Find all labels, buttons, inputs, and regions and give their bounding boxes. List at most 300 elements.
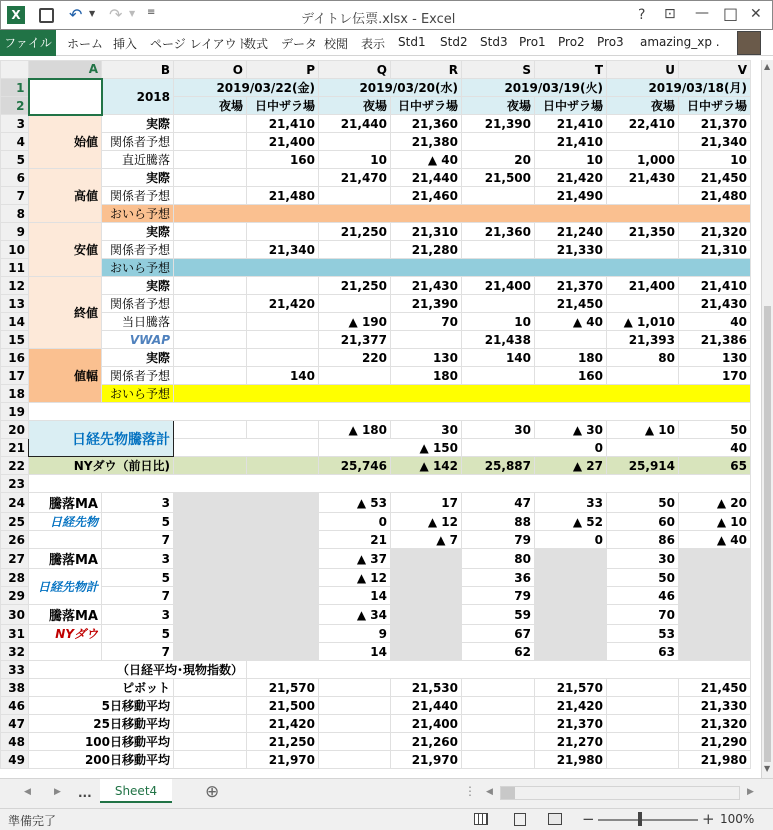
cell[interactable]: 21,480	[679, 187, 751, 205]
tab-review[interactable]: 校閲	[324, 37, 349, 51]
cell[interactable]	[535, 569, 607, 587]
row-header[interactable]: 18	[1, 385, 29, 403]
date-header-4[interactable]: 2019/03/18(月)	[607, 79, 751, 97]
cell[interactable]	[319, 697, 391, 715]
cell[interactable]: 0	[319, 513, 391, 531]
cell[interactable]: ▲ 150	[319, 439, 462, 457]
tab-scroll-right-icon[interactable]: ▶	[54, 787, 61, 797]
cell[interactable]	[319, 241, 391, 259]
cell[interactable]: 63	[607, 643, 679, 661]
cell[interactable]	[462, 733, 535, 751]
label-insider[interactable]: 関係者予想	[102, 187, 174, 205]
cell[interactable]	[247, 625, 319, 643]
col-header-p[interactable]: P	[247, 61, 319, 79]
cell[interactable]: 21,438	[462, 331, 535, 349]
ma5-label[interactable]: 5日移動平均	[29, 697, 174, 715]
zoom-slider-track[interactable]	[598, 819, 698, 821]
cell[interactable]: 21,360	[391, 115, 462, 133]
tab-std1[interactable]: Std1	[398, 35, 426, 49]
ma-period[interactable]: 5	[102, 513, 174, 531]
cell[interactable]	[174, 513, 247, 531]
col-header-b[interactable]: B	[102, 61, 174, 79]
cell[interactable]	[174, 187, 247, 205]
cell[interactable]: 67	[462, 625, 535, 643]
cell[interactable]	[391, 549, 462, 569]
session-day[interactable]: 日中ザラ場	[391, 97, 462, 115]
cell[interactable]: 70	[391, 313, 462, 331]
ma-subtitle[interactable]: 日経先物計	[29, 569, 102, 605]
user-account[interactable]: amazing_xp .	[640, 35, 720, 49]
cell[interactable]	[174, 151, 247, 169]
row-header[interactable]: 16	[1, 349, 29, 367]
cell[interactable]: 21,460	[391, 187, 462, 205]
cell[interactable]: ▲ 1,010	[607, 313, 679, 331]
cell[interactable]	[679, 587, 751, 605]
minimize-button[interactable]: —	[695, 5, 709, 21]
row-header[interactable]: 26	[1, 531, 29, 549]
cell[interactable]	[174, 313, 247, 331]
cell[interactable]: 21,270	[535, 733, 607, 751]
worksheet-grid[interactable]	[0, 60, 761, 778]
col-header-u[interactable]: U	[607, 61, 679, 79]
nikkei-futures-total-label[interactable]: 日経先物騰落計	[29, 421, 174, 457]
cell[interactable]: ▲ 190	[319, 313, 391, 331]
cell[interactable]	[174, 549, 247, 569]
cell[interactable]: 21,377	[319, 331, 391, 349]
cell[interactable]	[247, 223, 319, 241]
ma-title[interactable]: 騰落MA	[29, 493, 102, 513]
cell[interactable]: 21,570	[247, 679, 319, 697]
cell[interactable]: 10	[535, 151, 607, 169]
label-vwap[interactable]: VWAP	[102, 331, 174, 349]
cell[interactable]: 21,410	[535, 115, 607, 133]
row-header[interactable]: 17	[1, 367, 29, 385]
vertical-scrollbar[interactable]	[761, 60, 773, 778]
cell[interactable]	[174, 587, 247, 605]
cell[interactable]	[679, 605, 751, 625]
cell[interactable]: 21,980	[535, 751, 607, 769]
cell[interactable]: ▲ 53	[319, 493, 391, 513]
undo-dropdown-icon[interactable]: ▼	[89, 9, 96, 18]
cell[interactable]: 21,440	[319, 115, 391, 133]
cell[interactable]: 10	[679, 151, 751, 169]
cell[interactable]: 22,410	[607, 115, 679, 133]
cell[interactable]	[174, 733, 247, 751]
cell[interactable]: 160	[247, 151, 319, 169]
redo-dropdown-icon[interactable]: ▼	[129, 9, 136, 18]
row-header[interactable]: 1	[1, 79, 29, 97]
cell[interactable]: 21,470	[319, 169, 391, 187]
cell[interactable]: 50	[607, 569, 679, 587]
cell[interactable]: 21,320	[679, 715, 751, 733]
row-header[interactable]: 7	[1, 187, 29, 205]
cell[interactable]	[174, 643, 247, 661]
row-header[interactable]: 2	[1, 97, 29, 115]
label-insider[interactable]: 関係者予想	[102, 133, 174, 151]
ma-period[interactable]: 3	[102, 549, 174, 569]
row-header[interactable]: 49	[1, 751, 29, 769]
cell[interactable]	[535, 549, 607, 569]
cell[interactable]	[462, 367, 535, 385]
col-header-t[interactable]: T	[535, 61, 607, 79]
cell[interactable]: 21,530	[391, 679, 462, 697]
cell[interactable]: 9	[319, 625, 391, 643]
scroll-thumb[interactable]	[764, 306, 771, 762]
maximize-button[interactable]: □	[723, 4, 739, 23]
ribbon-display-button[interactable]: ⊡	[664, 6, 676, 22]
row-header[interactable]: 21	[1, 439, 29, 457]
tab-pro3[interactable]: Pro3	[597, 35, 624, 49]
tab-std2[interactable]: Std2	[440, 35, 468, 49]
ma-period[interactable]: 5	[102, 569, 174, 587]
cell[interactable]	[319, 133, 391, 151]
cell[interactable]	[247, 493, 319, 513]
cell[interactable]: 53	[607, 625, 679, 643]
cell[interactable]: 21,320	[679, 223, 751, 241]
hscroll-right-icon[interactable]: ▶	[747, 787, 754, 797]
close-button[interactable]: ✕	[750, 6, 762, 22]
cell[interactable]	[319, 679, 391, 697]
cell[interactable]: 30	[391, 421, 462, 439]
category-high[interactable]: 高値	[29, 169, 102, 223]
category-range[interactable]: 値幅	[29, 349, 102, 403]
col-header-o[interactable]: O	[174, 61, 247, 79]
category-low[interactable]: 安値	[29, 223, 102, 277]
cell[interactable]: 21,430	[391, 277, 462, 295]
cell[interactable]: 21,970	[247, 751, 319, 769]
cell[interactable]: 20	[462, 151, 535, 169]
cell[interactable]	[247, 531, 319, 549]
cell[interactable]: 21,250	[319, 277, 391, 295]
cell[interactable]: 21,980	[679, 751, 751, 769]
row-header[interactable]: 19	[1, 403, 29, 421]
cell[interactable]: 21,570	[535, 679, 607, 697]
session-day[interactable]: 日中ザラ場	[535, 97, 607, 115]
session-night[interactable]: 夜場	[174, 97, 247, 115]
label-actual[interactable]: 実際	[102, 169, 174, 187]
cell[interactable]	[247, 277, 319, 295]
cell[interactable]: 0	[462, 439, 607, 457]
label-actual[interactable]: 実際	[102, 223, 174, 241]
cell[interactable]: ▲ 37	[319, 549, 391, 569]
cell[interactable]: ▲ 7	[391, 531, 462, 549]
row-header[interactable]: 14	[1, 313, 29, 331]
ma-period[interactable]: 7	[102, 531, 174, 549]
cell[interactable]: 21,240	[535, 223, 607, 241]
cell[interactable]	[174, 367, 247, 385]
empty-row[interactable]	[29, 475, 751, 493]
cell[interactable]: 47	[462, 493, 535, 513]
tab-home[interactable]: ホーム	[67, 37, 104, 51]
tab-insert[interactable]: 挿入	[113, 37, 138, 51]
cell[interactable]	[391, 625, 462, 643]
col-header-v[interactable]: V	[679, 61, 751, 79]
cell[interactable]: 10	[462, 313, 535, 331]
cell[interactable]: 21,410	[679, 277, 751, 295]
scroll-down-arrow-icon[interactable]: ▼	[764, 764, 771, 773]
cell[interactable]: 21,340	[247, 241, 319, 259]
empty-row[interactable]	[29, 403, 751, 421]
ny-dow-label[interactable]: NYダウ（前日比)	[29, 457, 174, 475]
cell[interactable]: 21,450	[535, 295, 607, 313]
cell[interactable]: 21,290	[679, 733, 751, 751]
row-header[interactable]: 24	[1, 493, 29, 513]
cell[interactable]: 21,400	[391, 715, 462, 733]
tab-view[interactable]: 表示	[361, 37, 386, 51]
row-header[interactable]: 10	[1, 241, 29, 259]
cell[interactable]	[29, 531, 102, 549]
cell[interactable]	[391, 331, 462, 349]
tab-split-handle-icon[interactable]: ⋮	[464, 784, 476, 798]
customize-qat-icon[interactable]: ≡	[147, 7, 156, 18]
cell[interactable]: 80	[607, 349, 679, 367]
label-my-forecast[interactable]: おいら予想	[102, 385, 174, 403]
cell[interactable]: 21,500	[247, 697, 319, 715]
user-avatar[interactable]	[737, 31, 761, 55]
cell[interactable]: 21,390	[391, 295, 462, 313]
cell[interactable]: ▲ 12	[319, 569, 391, 587]
cell[interactable]	[247, 605, 319, 625]
cell[interactable]	[174, 531, 247, 549]
date-header-3[interactable]: 2019/03/19(火)	[462, 79, 607, 97]
cell[interactable]: 36	[462, 569, 535, 587]
cell[interactable]: 21,480	[247, 187, 319, 205]
cell[interactable]: 21,430	[679, 295, 751, 313]
ma-period[interactable]: 5	[102, 625, 174, 643]
cell[interactable]	[174, 241, 247, 259]
cell[interactable]	[174, 569, 247, 587]
label-insider[interactable]: 関係者予想	[102, 367, 174, 385]
scroll-up-arrow-icon[interactable]: ▲	[764, 62, 771, 71]
row-header[interactable]: 28	[1, 569, 29, 587]
zoom-in-button[interactable]: +	[702, 810, 715, 828]
row-header[interactable]: 38	[1, 679, 29, 697]
sheet-tab-sheet4[interactable]: Sheet4	[100, 779, 172, 803]
cell[interactable]	[174, 697, 247, 715]
ma-title[interactable]: 騰落MA	[29, 549, 102, 569]
label-actual[interactable]: 実際	[102, 277, 174, 295]
cell[interactable]	[174, 439, 319, 457]
tab-page-layout[interactable]: ページ レイアウト	[150, 37, 249, 51]
row-header[interactable]: 9	[1, 223, 29, 241]
cell[interactable]	[462, 751, 535, 769]
cell[interactable]	[174, 169, 247, 187]
cell[interactable]	[174, 715, 247, 733]
cell[interactable]	[607, 367, 679, 385]
cell[interactable]: 21,386	[679, 331, 751, 349]
hscroll-left-icon[interactable]: ◀	[486, 787, 493, 797]
cell[interactable]: 21,410	[247, 115, 319, 133]
cell[interactable]: 21	[319, 531, 391, 549]
row-header[interactable]: 3	[1, 115, 29, 133]
col-header-q[interactable]: Q	[319, 61, 391, 79]
cell[interactable]	[174, 751, 247, 769]
cell[interactable]: 79	[462, 531, 535, 549]
zoom-slider-thumb[interactable]	[638, 812, 642, 826]
cell[interactable]: 21,490	[535, 187, 607, 205]
cell[interactable]	[174, 295, 247, 313]
cell[interactable]	[462, 679, 535, 697]
cell[interactable]: 21,350	[607, 223, 679, 241]
row-header[interactable]: 20	[1, 421, 29, 439]
cell[interactable]: 21,250	[247, 733, 319, 751]
ma100-label[interactable]: 100日移動平均	[29, 733, 174, 751]
row-header[interactable]: 22	[1, 457, 29, 475]
cell[interactable]: 140	[462, 349, 535, 367]
cell[interactable]	[607, 751, 679, 769]
cell[interactable]: 21,330	[679, 697, 751, 715]
cell[interactable]: 0	[535, 531, 607, 549]
cell[interactable]: 10	[319, 151, 391, 169]
cell[interactable]: 21,410	[535, 133, 607, 151]
cell[interactable]: ▲ 10	[607, 421, 679, 439]
cell[interactable]: 170	[679, 367, 751, 385]
row-header[interactable]: 15	[1, 331, 29, 349]
forecast-band[interactable]	[174, 259, 751, 277]
cell[interactable]: 21,330	[535, 241, 607, 259]
redo-icon[interactable]: ↷	[109, 5, 123, 24]
cell[interactable]: 160	[535, 367, 607, 385]
row-header[interactable]: 47	[1, 715, 29, 733]
cell[interactable]: 79	[462, 587, 535, 605]
cell[interactable]: 220	[319, 349, 391, 367]
cell[interactable]: 21,400	[462, 277, 535, 295]
label-actual[interactable]: 実際	[102, 115, 174, 133]
cell[interactable]: 14	[319, 587, 391, 605]
cell[interactable]	[391, 643, 462, 661]
cell[interactable]	[247, 513, 319, 531]
hscroll-thumb[interactable]	[501, 787, 515, 799]
cell[interactable]: 21,400	[607, 277, 679, 295]
cell[interactable]: ▲ 180	[319, 421, 391, 439]
cell[interactable]: 21,400	[247, 133, 319, 151]
cell[interactable]: 62	[462, 643, 535, 661]
cell[interactable]: 88	[462, 513, 535, 531]
page-break-view-icon[interactable]	[548, 813, 562, 825]
session-night[interactable]: 夜場	[462, 97, 535, 115]
cell[interactable]: 21,430	[607, 169, 679, 187]
cell[interactable]	[391, 569, 462, 587]
ma-period[interactable]: 7	[102, 643, 174, 661]
horizontal-scrollbar[interactable]	[500, 786, 740, 800]
cell[interactable]: 21,370	[535, 277, 607, 295]
cell[interactable]	[174, 605, 247, 625]
cell[interactable]: ▲ 10	[679, 513, 751, 531]
cell[interactable]	[247, 661, 751, 679]
cell[interactable]: 80	[462, 549, 535, 569]
cell[interactable]	[174, 457, 247, 475]
cell[interactable]: 21,440	[391, 169, 462, 187]
cell[interactable]: 1,000	[607, 151, 679, 169]
cell[interactable]	[247, 643, 319, 661]
cell[interactable]: ▲ 52	[535, 513, 607, 531]
cell[interactable]	[679, 625, 751, 643]
cell[interactable]: 21,450	[679, 679, 751, 697]
cell[interactable]: 50	[679, 421, 751, 439]
cell[interactable]: 21,380	[391, 133, 462, 151]
col-header-a[interactable]: A	[29, 61, 102, 79]
forecast-band[interactable]	[174, 205, 751, 223]
tab-scroll-left-icon[interactable]: ◀	[24, 787, 31, 797]
cell[interactable]: 65	[679, 457, 751, 475]
tab-std3[interactable]: Std3	[480, 35, 508, 49]
cell[interactable]	[462, 241, 535, 259]
cell[interactable]	[174, 133, 247, 151]
cell[interactable]	[535, 643, 607, 661]
cell[interactable]: ▲ 40	[535, 313, 607, 331]
cell[interactable]: 21,500	[462, 169, 535, 187]
ma-period[interactable]: 3	[102, 605, 174, 625]
row-header[interactable]: 48	[1, 733, 29, 751]
cell[interactable]	[319, 751, 391, 769]
help-button[interactable]: ?	[638, 7, 646, 23]
row-header[interactable]: 33	[1, 661, 29, 679]
row-header[interactable]: 12	[1, 277, 29, 295]
cell[interactable]	[247, 421, 319, 439]
row-header[interactable]: 25	[1, 513, 29, 531]
session-day[interactable]: 日中ザラ場	[679, 97, 751, 115]
cell[interactable]: 60	[607, 513, 679, 531]
category-open[interactable]: 始値	[29, 115, 102, 169]
cell[interactable]	[247, 169, 319, 187]
cell[interactable]: 59	[462, 605, 535, 625]
cell[interactable]: 21,440	[391, 697, 462, 715]
cell[interactable]	[247, 457, 319, 475]
cell[interactable]: 180	[535, 349, 607, 367]
cell[interactable]	[607, 295, 679, 313]
cell[interactable]: 21,340	[679, 133, 751, 151]
cell[interactable]	[174, 625, 247, 643]
row-header[interactable]: 32	[1, 643, 29, 661]
cell[interactable]	[679, 549, 751, 569]
cell[interactable]: 40	[679, 313, 751, 331]
ma-subtitle[interactable]: NYダウ	[29, 625, 102, 643]
session-day[interactable]: 日中ザラ場	[247, 97, 319, 115]
cell[interactable]: 180	[391, 367, 462, 385]
cell[interactable]: 21,250	[319, 223, 391, 241]
cell[interactable]: ▲ 34	[319, 605, 391, 625]
cell[interactable]: 21,450	[679, 169, 751, 187]
select-all-corner[interactable]	[1, 61, 29, 79]
tab-file[interactable]: ファイル	[0, 30, 56, 56]
row-header[interactable]: 11	[1, 259, 29, 277]
cell[interactable]: 140	[247, 367, 319, 385]
cell[interactable]	[607, 241, 679, 259]
cell[interactable]: 21,310	[679, 241, 751, 259]
tab-ellipsis[interactable]: ...	[78, 786, 92, 800]
cell[interactable]	[462, 715, 535, 733]
category-close[interactable]: 終値	[29, 277, 102, 349]
cell[interactable]	[535, 331, 607, 349]
cell[interactable]: 21,370	[535, 715, 607, 733]
tab-formulas[interactable]: 数式	[244, 37, 269, 51]
cell[interactable]	[174, 115, 247, 133]
cell[interactable]	[462, 697, 535, 715]
row-header[interactable]: 4	[1, 133, 29, 151]
cell[interactable]: 21,360	[462, 223, 535, 241]
cell[interactable]: 21,370	[679, 115, 751, 133]
cell[interactable]: 14	[319, 643, 391, 661]
page-layout-view-icon[interactable]	[514, 813, 526, 826]
row-header[interactable]: 29	[1, 587, 29, 605]
col-header-s[interactable]: S	[462, 61, 535, 79]
save-icon[interactable]	[39, 8, 54, 23]
row-header[interactable]: 5	[1, 151, 29, 169]
cell[interactable]	[462, 187, 535, 205]
cell[interactable]	[174, 331, 247, 349]
cell[interactable]	[607, 187, 679, 205]
label-recent-change[interactable]: 直近騰落	[102, 151, 174, 169]
